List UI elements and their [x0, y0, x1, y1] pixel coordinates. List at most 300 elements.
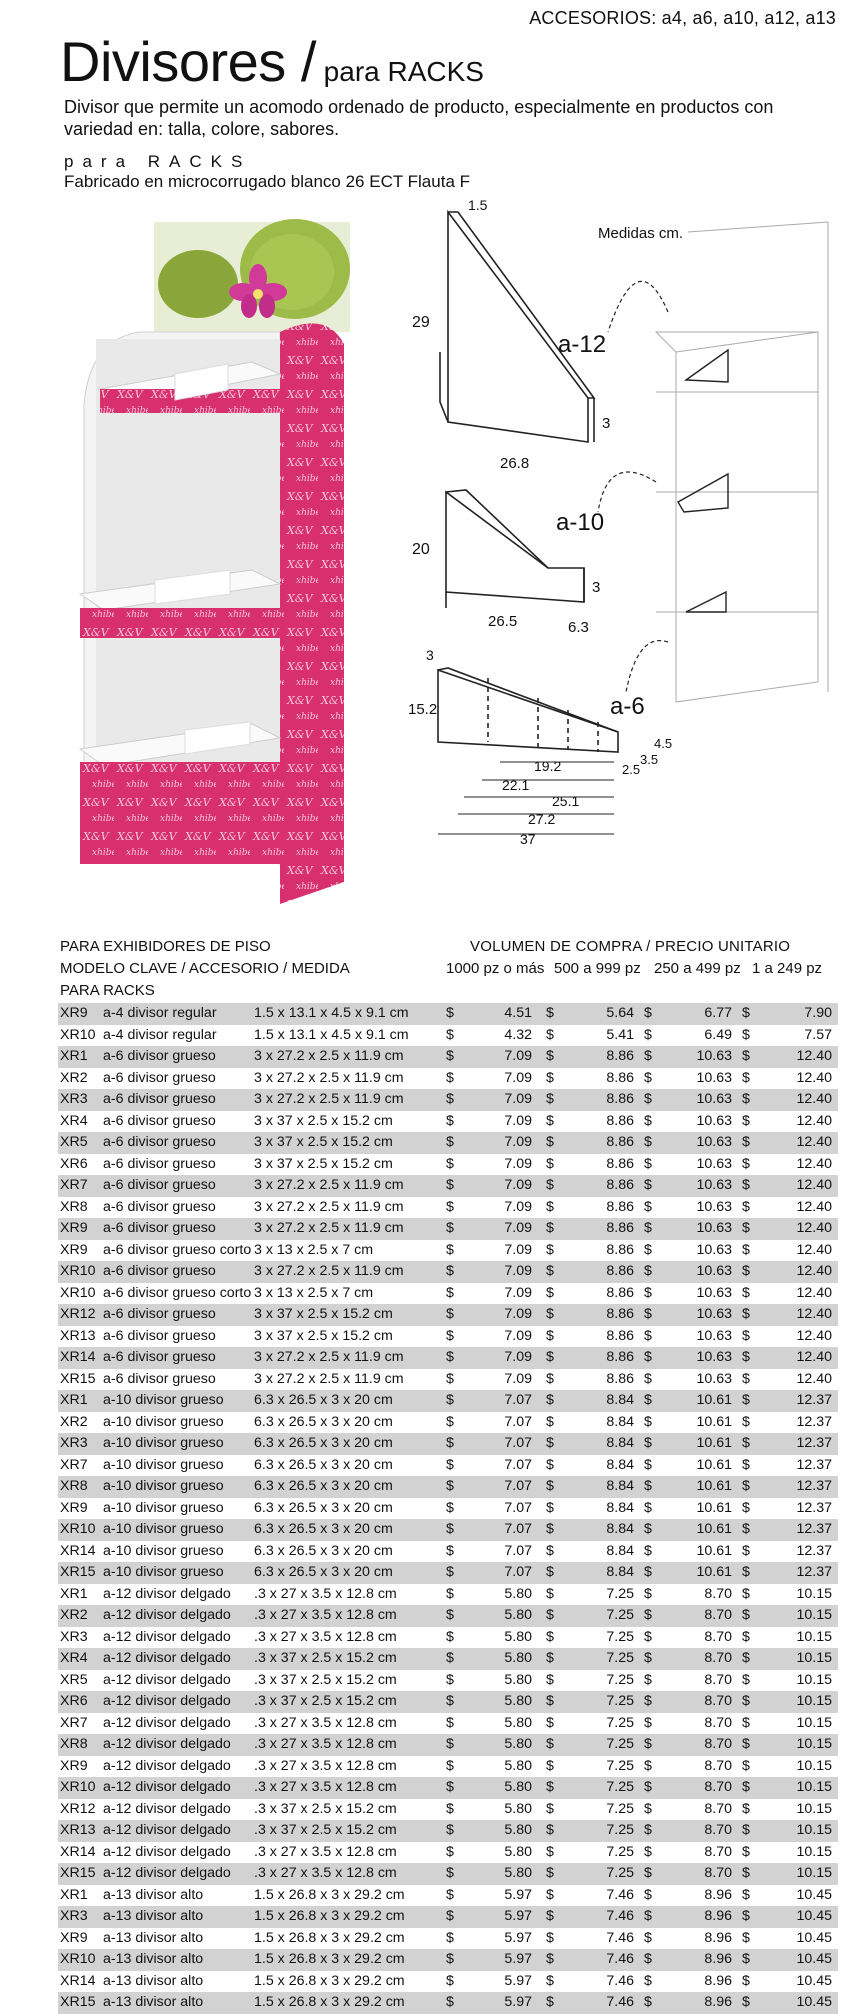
price-250: 10.63	[696, 1263, 732, 1279]
row-model: XR15	[60, 1865, 96, 1881]
currency-sign: $	[742, 1908, 750, 1924]
price-500: 8.84	[606, 1542, 634, 1559]
table-row	[58, 1691, 838, 1713]
currency-sign: $	[742, 1112, 750, 1129]
currency-sign: $	[446, 1263, 454, 1279]
row-measure: 3 x 27.2 x 2.5 x 11.9 cm	[254, 1091, 404, 1107]
currency-sign: $	[446, 1736, 454, 1752]
price-1000: 5.80	[504, 1800, 532, 1817]
table-row	[58, 1670, 838, 1692]
row-measure: .3 x 27 x 3.5 x 12.8 cm	[254, 1585, 397, 1602]
header-exhibidores: PARA EXHIBIDORES DE PISO	[60, 938, 271, 955]
a6-dim-272: 27.2	[528, 811, 556, 827]
price-1000: 5.80	[504, 1628, 532, 1645]
row-accessory: a-13 divisor alto	[103, 1886, 204, 1903]
row-accessory: a-12 divisor delgado	[103, 1585, 231, 1602]
currency-sign: $	[446, 1478, 454, 1494]
currency-sign: $	[446, 1499, 454, 1516]
currency-sign: $	[546, 1843, 554, 1860]
currency-sign: $	[644, 1929, 652, 1946]
row-measure: 6.3 x 26.5 x 3 x 20 cm	[254, 1542, 393, 1559]
a12-top-dim: 1.5	[468, 197, 488, 213]
currency-sign: $	[644, 1392, 652, 1408]
price-1: 10.15	[796, 1628, 832, 1645]
product-description: Divisor que permite un acomodo ordenado de producto, especialmente en productos con variedad en: talla, colore, sabores.	[64, 97, 774, 139]
row-model: XR4	[60, 1650, 88, 1666]
currency-sign: $	[742, 1370, 750, 1387]
row-measure: 1.5 x 13.1 x 4.5 x 9.1 cm	[254, 1026, 409, 1043]
currency-sign: $	[742, 1198, 750, 1215]
price-250: 10.63	[696, 1112, 732, 1129]
currency-sign: $	[446, 1564, 454, 1580]
price-1: 10.45	[796, 1994, 832, 2010]
row-model: XR8	[60, 1198, 88, 1215]
currency-sign: $	[446, 1800, 454, 1817]
price-1: 10.15	[796, 1607, 832, 1623]
currency-sign: $	[742, 1714, 750, 1731]
currency-sign: $	[446, 1177, 454, 1193]
row-measure: 6.3 x 26.5 x 3 x 20 cm	[254, 1478, 393, 1494]
price-1000: 7.09	[504, 1306, 532, 1322]
currency-sign: $	[644, 1714, 652, 1731]
header-volumen: VOLUMEN DE COMPRA / PRECIO UNITARIO	[470, 938, 791, 955]
row-model: XR2	[60, 1413, 88, 1430]
currency-sign: $	[546, 1306, 554, 1322]
price-250: 8.96	[704, 1972, 732, 1989]
row-model: XR3	[60, 1628, 88, 1645]
currency-sign: $	[546, 1521, 554, 1537]
currency-sign: $	[644, 1499, 652, 1516]
row-accessory: a-13 divisor alto	[103, 1972, 204, 1989]
price-250: 8.96	[704, 1908, 732, 1924]
row-accessory: a-10 divisor grueso	[103, 1542, 224, 1559]
table-row	[58, 1842, 838, 1864]
currency-sign: $	[742, 1564, 750, 1580]
row-model: XR13	[60, 1327, 96, 1344]
price-1: 12.40	[796, 1349, 832, 1365]
price-250: 10.63	[696, 1198, 732, 1215]
currency-sign: $	[446, 1435, 454, 1451]
price-500: 7.46	[606, 1886, 634, 1903]
currency-sign: $	[742, 1435, 750, 1451]
row-model: XR8	[60, 1736, 88, 1752]
row-accessory: a-6 divisor grueso	[103, 1134, 216, 1150]
table-row	[58, 1154, 838, 1176]
currency-sign: $	[644, 1865, 652, 1881]
price-1000: 5.80	[504, 1757, 532, 1774]
price-250: 10.61	[696, 1478, 732, 1494]
row-measure: 3 x 27.2 x 2.5 x 11.9 cm	[254, 1263, 404, 1279]
currency-sign: $	[742, 1757, 750, 1774]
row-model: XR7	[60, 1456, 88, 1473]
currency-sign: $	[446, 1155, 454, 1172]
currency-sign: $	[446, 1284, 454, 1301]
currency-sign: $	[644, 1542, 652, 1559]
price-500: 7.25	[606, 1779, 634, 1795]
row-measure: 3 x 37 x 2.5 x 15.2 cm	[254, 1155, 393, 1172]
price-1: 12.40	[796, 1220, 832, 1236]
price-250: 8.70	[704, 1800, 732, 1817]
price-1000: 5.80	[504, 1865, 532, 1881]
table-row	[58, 1713, 838, 1735]
price-1: 10.45	[796, 1951, 832, 1967]
a12-front-dim: 3	[602, 415, 611, 432]
a12-shape	[440, 212, 594, 442]
currency-sign: $	[546, 1478, 554, 1494]
currency-sign: $	[546, 1134, 554, 1150]
currency-sign: $	[446, 1628, 454, 1645]
currency-sign: $	[644, 1220, 652, 1236]
a10-base-dim: 26.5	[488, 613, 518, 630]
table-row	[58, 1949, 838, 1971]
table-row	[58, 1799, 838, 1821]
row-accessory: a-6 divisor grueso	[103, 1091, 216, 1107]
currency-sign: $	[546, 1413, 554, 1430]
table-row	[58, 1562, 838, 1584]
row-accessory: a-6 divisor grueso	[103, 1263, 216, 1279]
row-model: XR6	[60, 1155, 88, 1172]
price-1: 12.37	[796, 1499, 832, 1516]
row-measure: 1.5 x 26.8 x 3 x 29.2 cm	[254, 1951, 405, 1967]
table-row	[58, 1347, 838, 1369]
currency-sign: $	[644, 1177, 652, 1193]
price-1000: 5.80	[504, 1736, 532, 1752]
currency-sign: $	[742, 1736, 750, 1752]
price-500: 7.25	[606, 1800, 634, 1817]
price-1000: 5.80	[504, 1671, 532, 1688]
currency-sign: $	[446, 1929, 454, 1946]
row-measure: 1.5 x 26.8 x 3 x 29.2 cm	[254, 1994, 405, 2010]
price-1000: 7.09	[504, 1327, 532, 1344]
row-model: XR3	[60, 1435, 88, 1451]
price-1: 10.15	[796, 1650, 832, 1666]
row-measure: 3 x 13 x 2.5 x 7 cm	[254, 1284, 374, 1301]
price-500: 8.84	[606, 1521, 634, 1537]
table-row	[58, 1885, 838, 1907]
row-accessory: a-6 divisor grueso corto	[103, 1241, 252, 1258]
currency-sign: $	[644, 1628, 652, 1645]
price-250: 10.63	[696, 1370, 732, 1387]
currency-sign: $	[446, 1005, 454, 1021]
price-1000: 7.09	[504, 1048, 532, 1064]
currency-sign: $	[546, 1908, 554, 1924]
price-500: 8.86	[606, 1112, 634, 1129]
price-250: 8.96	[704, 1994, 732, 2010]
table-row	[58, 1089, 838, 1111]
row-measure: 3 x 27.2 x 2.5 x 11.9 cm	[254, 1177, 404, 1193]
table-row	[58, 1734, 838, 1756]
price-1000: 5.97	[504, 1994, 532, 2010]
row-model: XR15	[60, 1370, 96, 1387]
price-1: 12.37	[796, 1521, 832, 1537]
table-row	[58, 1648, 838, 1670]
price-500: 8.86	[606, 1349, 634, 1365]
row-measure: 3 x 37 x 2.5 x 15.2 cm	[254, 1112, 393, 1129]
price-500: 8.84	[606, 1478, 634, 1494]
currency-sign: $	[546, 1112, 554, 1129]
price-250: 8.70	[704, 1714, 732, 1731]
currency-sign: $	[546, 1177, 554, 1193]
currency-sign: $	[742, 1499, 750, 1516]
price-500: 7.25	[606, 1865, 634, 1881]
currency-sign: $	[446, 1822, 454, 1838]
price-250: 8.70	[704, 1693, 732, 1709]
row-model: XR2	[60, 1607, 88, 1623]
price-1: 12.40	[796, 1198, 832, 1215]
currency-sign: $	[446, 1091, 454, 1107]
price-1000: 7.07	[504, 1542, 532, 1559]
price-250: 8.70	[704, 1585, 732, 1602]
price-1: 12.40	[796, 1091, 832, 1107]
price-250: 8.70	[704, 1607, 732, 1623]
price-500: 8.84	[606, 1392, 634, 1408]
price-250: 8.70	[704, 1628, 732, 1645]
currency-sign: $	[742, 1607, 750, 1623]
price-250: 8.70	[704, 1865, 732, 1881]
price-250: 10.63	[696, 1091, 732, 1107]
currency-sign: $	[644, 1198, 652, 1215]
currency-sign: $	[446, 1951, 454, 1967]
currency-sign: $	[644, 1607, 652, 1623]
a12-height-dim: 29	[412, 314, 430, 331]
currency-sign: $	[644, 1456, 652, 1473]
price-500: 7.25	[606, 1736, 634, 1752]
price-1000: 5.97	[504, 1951, 532, 1967]
shelf-front	[80, 608, 280, 638]
row-model: XR15	[60, 1994, 96, 2010]
price-250: 8.70	[704, 1779, 732, 1795]
row-accessory: a-6 divisor grueso	[103, 1155, 216, 1172]
currency-sign: $	[742, 1284, 750, 1301]
currency-sign: $	[546, 1972, 554, 1989]
currency-sign: $	[546, 1757, 554, 1774]
price-250: 10.61	[696, 1392, 732, 1408]
currency-sign: $	[742, 1413, 750, 1430]
price-500: 8.84	[606, 1413, 634, 1430]
row-model: XR8	[60, 1478, 88, 1494]
currency-sign: $	[742, 1779, 750, 1795]
row-measure: 1.5 x 13.1 x 4.5 x 9.1 cm	[254, 1005, 409, 1021]
row-model: XR9	[60, 1499, 88, 1516]
price-500: 5.64	[606, 1005, 634, 1021]
currency-sign: $	[546, 1370, 554, 1387]
price-1000: 5.80	[504, 1779, 532, 1795]
currency-sign: $	[446, 1198, 454, 1215]
currency-sign: $	[446, 1671, 454, 1688]
currency-sign: $	[644, 1757, 652, 1774]
table-row	[58, 1111, 838, 1133]
table-row	[58, 1498, 838, 1520]
currency-sign: $	[742, 1650, 750, 1666]
table-row	[58, 1863, 838, 1885]
row-model: XR6	[60, 1693, 88, 1709]
price-250: 8.96	[704, 1951, 732, 1967]
price-1000: 7.09	[504, 1069, 532, 1086]
row-model: XR10	[60, 1521, 96, 1537]
table-row	[58, 1132, 838, 1154]
row-accessory: a-12 divisor delgado	[103, 1607, 231, 1623]
row-accessory: a-6 divisor grueso	[103, 1220, 216, 1236]
currency-sign: $	[546, 1263, 554, 1279]
currency-sign: $	[546, 1693, 554, 1709]
currency-sign: $	[546, 1929, 554, 1946]
currency-sign: $	[546, 1994, 554, 2010]
row-model: XR1	[60, 1886, 88, 1903]
currency-sign: $	[546, 1822, 554, 1838]
price-250: 8.96	[704, 1886, 732, 1903]
row-accessory: a-12 divisor delgado	[103, 1671, 231, 1688]
price-table	[58, 1003, 838, 2014]
price-500: 8.86	[606, 1241, 634, 1258]
currency-sign: $	[446, 1757, 454, 1774]
price-250: 8.70	[704, 1736, 732, 1752]
currency-sign: $	[546, 1155, 554, 1172]
price-250: 6.49	[704, 1026, 732, 1043]
row-accessory: a-4 divisor regular	[103, 1026, 217, 1043]
price-1: 12.37	[796, 1542, 832, 1559]
price-1000: 7.09	[504, 1263, 532, 1279]
price-500: 8.84	[606, 1564, 634, 1580]
currency-sign: $	[644, 1585, 652, 1602]
currency-sign: $	[742, 1929, 750, 1946]
row-measure: .3 x 27 x 3.5 x 12.8 cm	[254, 1865, 397, 1881]
currency-sign: $	[546, 1865, 554, 1881]
currency-sign: $	[742, 1327, 750, 1344]
row-model: XR7	[60, 1177, 88, 1193]
a6-label: a-6	[610, 693, 645, 720]
row-measure: .3 x 27 x 3.5 x 12.8 cm	[254, 1736, 397, 1752]
price-1000: 5.97	[504, 1929, 532, 1946]
price-1000: 7.09	[504, 1241, 532, 1258]
price-1: 12.37	[796, 1435, 832, 1451]
currency-sign: $	[446, 1349, 454, 1365]
currency-sign: $	[546, 1091, 554, 1107]
price-1000: 5.80	[504, 1585, 532, 1602]
row-model: XR14	[60, 1542, 96, 1559]
table-row	[58, 1197, 838, 1219]
currency-sign: $	[446, 1972, 454, 1989]
currency-sign: $	[742, 1542, 750, 1559]
currency-sign: $	[546, 1241, 554, 1258]
price-500: 7.46	[606, 1994, 634, 2010]
price-1: 12.40	[796, 1155, 832, 1172]
price-1: 10.45	[796, 1908, 832, 1924]
header-col-1: 1 a 249 pz	[752, 960, 823, 977]
currency-sign: $	[644, 1134, 652, 1150]
price-1000: 5.80	[504, 1714, 532, 1731]
currency-sign: $	[644, 1521, 652, 1537]
currency-sign: $	[546, 1564, 554, 1580]
table-row	[58, 1412, 838, 1434]
currency-sign: $	[644, 1241, 652, 1258]
currency-sign: $	[644, 1671, 652, 1688]
currency-sign: $	[742, 1521, 750, 1537]
table-row	[58, 1971, 838, 1993]
currency-sign: $	[742, 1972, 750, 1989]
currency-sign: $	[644, 1370, 652, 1387]
price-500: 8.84	[606, 1435, 634, 1451]
row-accessory: a-10 divisor grueso	[103, 1392, 224, 1408]
row-accessory: a-10 divisor grueso	[103, 1521, 224, 1537]
row-model: XR9	[60, 1757, 88, 1774]
row-model: XR10	[60, 1779, 96, 1795]
currency-sign: $	[742, 1005, 750, 1021]
table-row	[58, 1068, 838, 1090]
a6-shape	[438, 668, 618, 752]
price-1000: 7.09	[504, 1370, 532, 1387]
table-row	[58, 1003, 838, 1025]
price-500: 7.46	[606, 1908, 634, 1924]
price-250: 10.61	[696, 1499, 732, 1516]
price-1: 12.40	[796, 1241, 832, 1258]
row-model: XR7	[60, 1714, 88, 1731]
price-500: 7.25	[606, 1843, 634, 1860]
a6-dim-37: 37	[520, 831, 536, 847]
row-model: XR1	[60, 1392, 88, 1408]
currency-sign: $	[644, 1779, 652, 1795]
currency-sign: $	[742, 1843, 750, 1860]
table-row	[58, 1756, 838, 1778]
price-1: 10.15	[796, 1714, 832, 1731]
shelf-front	[80, 762, 280, 864]
currency-sign: $	[742, 1155, 750, 1172]
row-measure: 6.3 x 26.5 x 3 x 20 cm	[254, 1413, 393, 1430]
table-row	[58, 1584, 838, 1606]
row-accessory: a-12 divisor delgado	[103, 1714, 231, 1731]
price-250: 10.63	[696, 1349, 732, 1365]
price-250: 10.61	[696, 1521, 732, 1537]
price-1000: 7.07	[504, 1392, 532, 1408]
row-measure: 6.3 x 26.5 x 3 x 20 cm	[254, 1521, 393, 1537]
row-measure: 6.3 x 26.5 x 3 x 20 cm	[254, 1392, 393, 1408]
price-250: 10.61	[696, 1564, 732, 1580]
price-1: 12.40	[796, 1263, 832, 1279]
currency-sign: $	[742, 1951, 750, 1967]
currency-sign: $	[446, 1908, 454, 1924]
price-250: 8.70	[704, 1757, 732, 1774]
row-measure: .3 x 27 x 3.5 x 12.8 cm	[254, 1779, 397, 1795]
currency-sign: $	[742, 1628, 750, 1645]
price-250: 8.70	[704, 1650, 732, 1666]
price-1: 7.90	[804, 1005, 832, 1021]
price-500: 8.86	[606, 1284, 634, 1301]
row-accessory: a-10 divisor grueso	[103, 1456, 224, 1473]
price-250: 10.63	[696, 1069, 732, 1086]
currency-sign: $	[446, 1241, 454, 1258]
price-1: 12.40	[796, 1177, 832, 1193]
currency-sign: $	[644, 1951, 652, 1967]
price-1: 10.15	[796, 1822, 832, 1838]
row-accessory: a-12 divisor delgado	[103, 1693, 231, 1709]
currency-sign: $	[742, 1134, 750, 1150]
price-1: 10.15	[796, 1693, 832, 1709]
row-model: XR10	[60, 1263, 96, 1279]
price-1000: 7.09	[504, 1134, 532, 1150]
currency-sign: $	[644, 1435, 652, 1451]
currency-sign: $	[546, 1005, 554, 1021]
price-1: 12.37	[796, 1413, 832, 1430]
price-500: 7.25	[606, 1650, 634, 1666]
row-model: XR9	[60, 1220, 88, 1236]
price-1: 12.40	[796, 1327, 832, 1344]
currency-sign: $	[546, 1800, 554, 1817]
price-500: 7.46	[606, 1951, 634, 1967]
table-row	[58, 1025, 838, 1047]
currency-sign: $	[644, 1413, 652, 1430]
currency-sign: $	[446, 1886, 454, 1903]
price-250: 8.70	[704, 1822, 732, 1838]
currency-sign: $	[742, 1585, 750, 1602]
